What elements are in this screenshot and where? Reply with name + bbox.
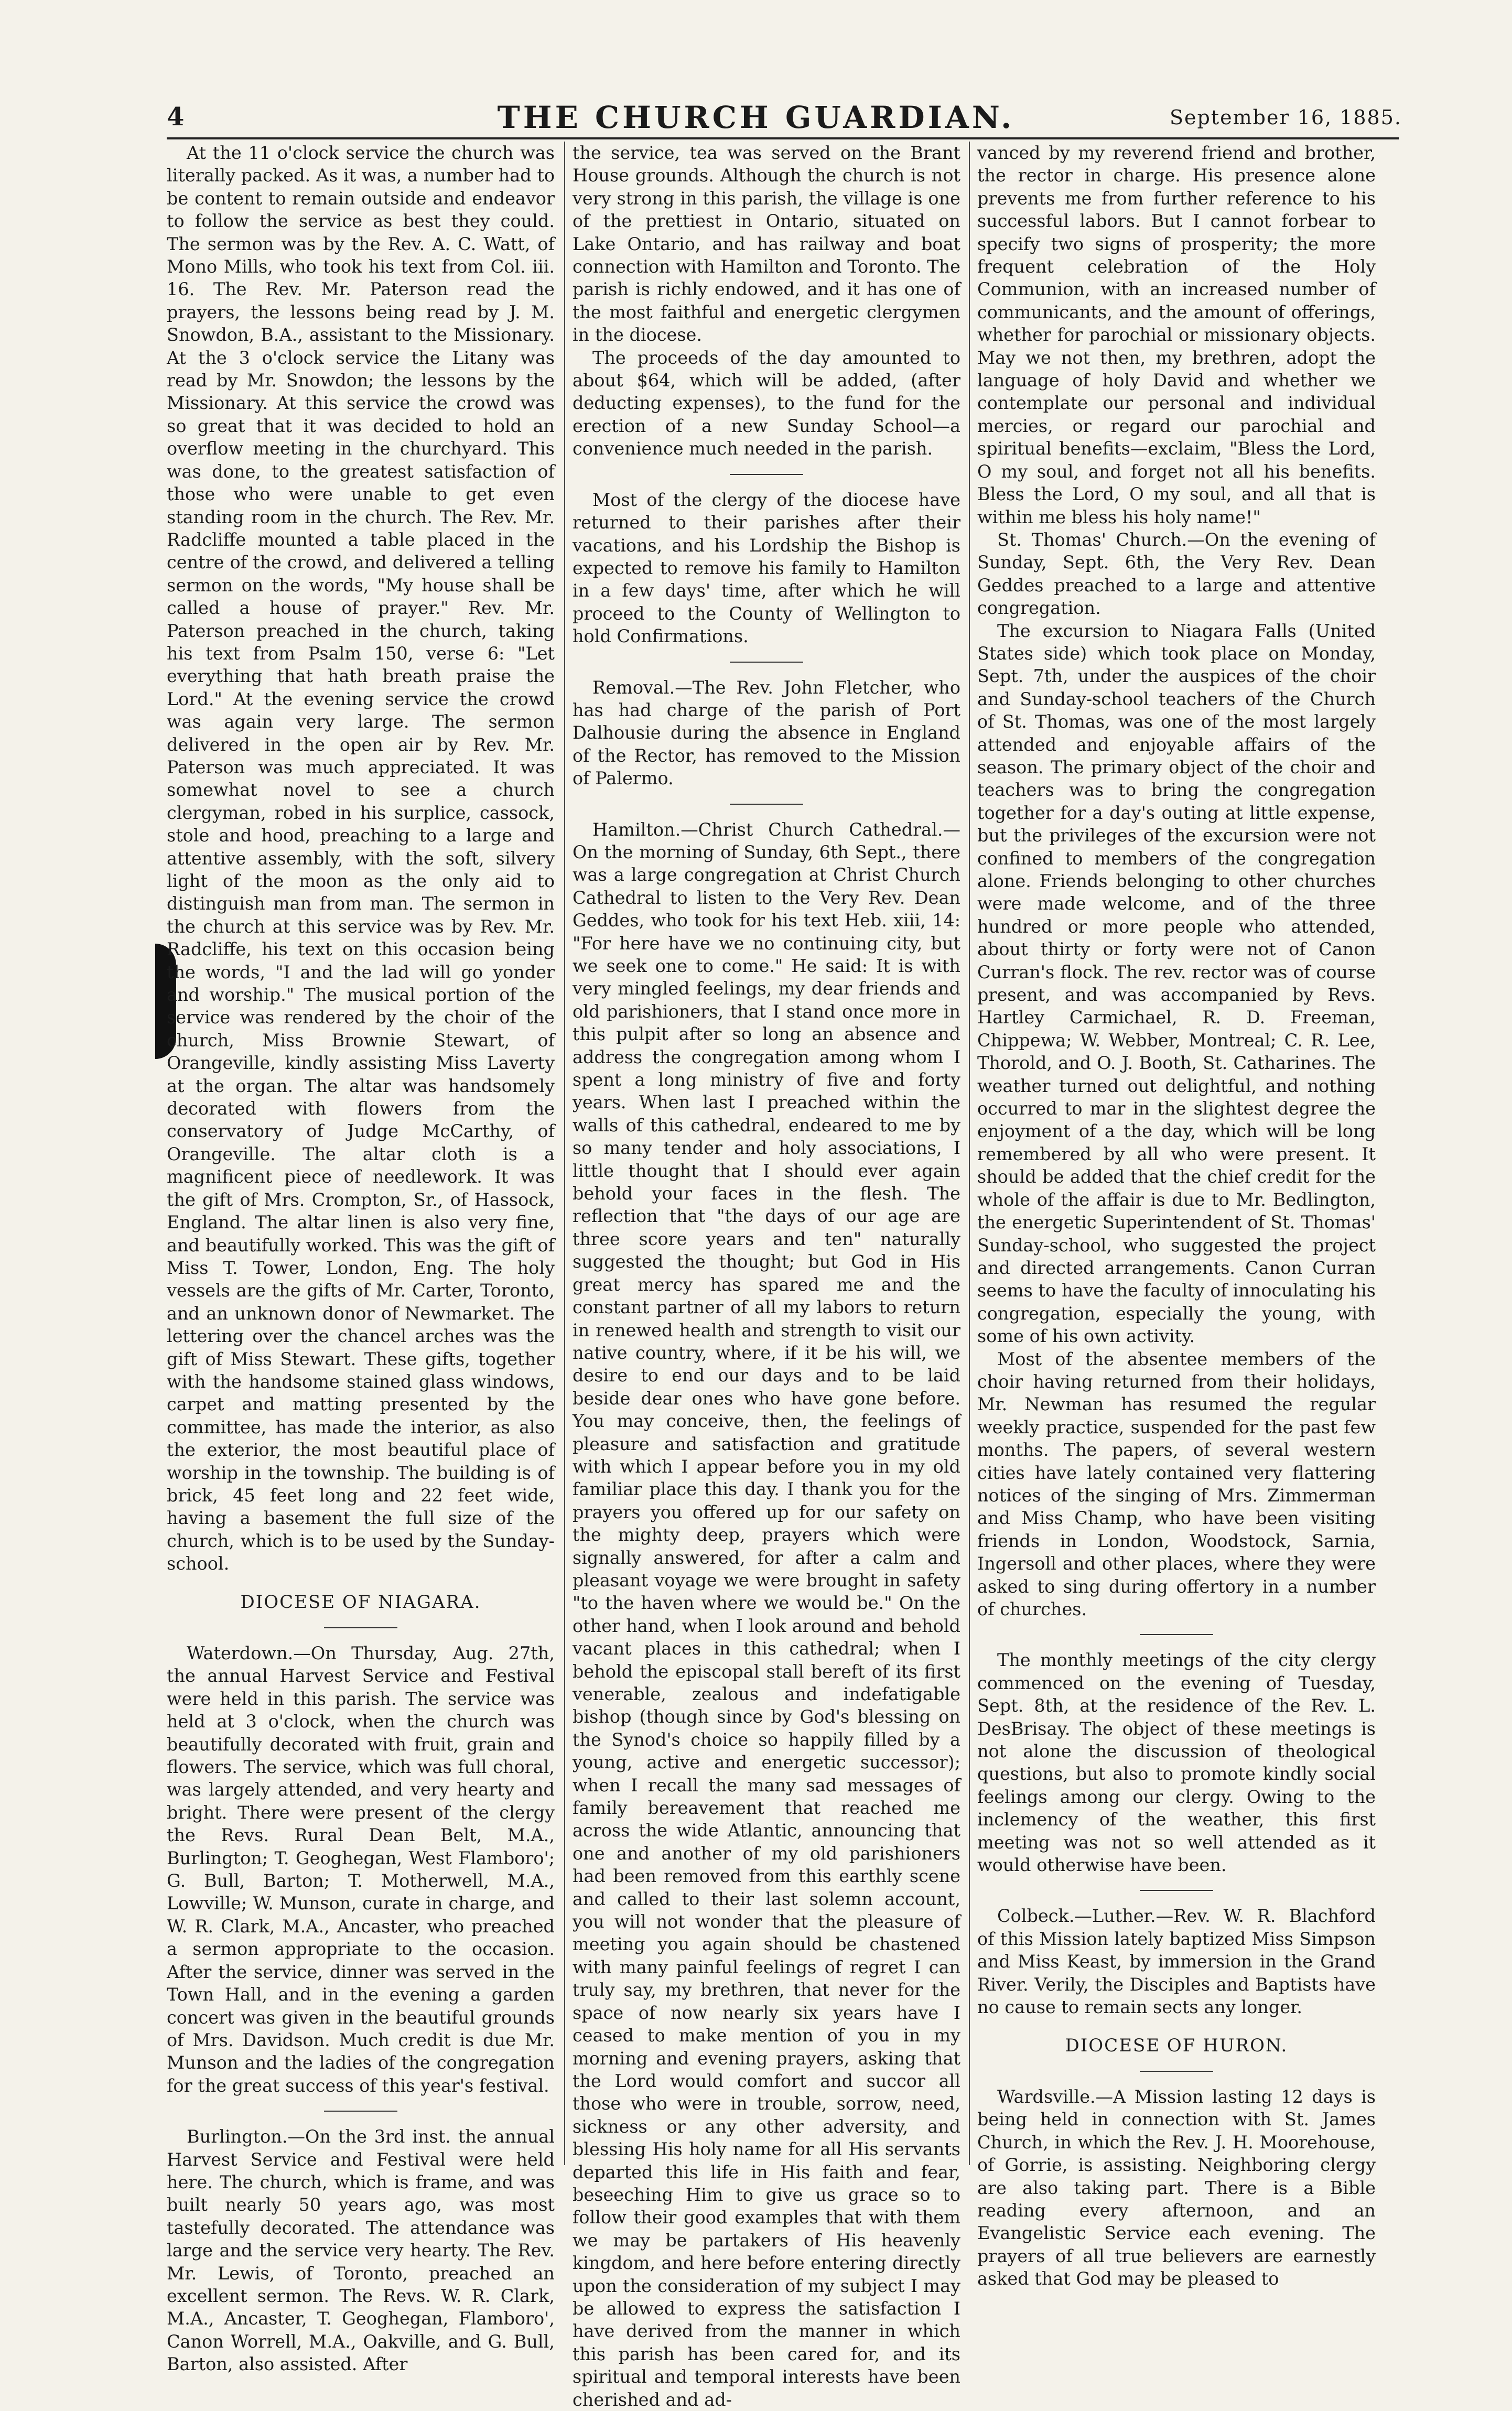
paragraph: At the 11 o'clock service the church was literally packed. As it was, a number had to be content to remain outside and endeavor to follow the service as best they could. The sermon was by the Rev. A. C. Watt, of Mono Mills, who took his text from Col. iii. 16. The Rev. Mr. Paterson read the prayers, the lessons being read by J. M. Snowdon, B.A., assistant to the Missionary. At the 3 o'clock service the Litany was read by Mr. Snowdon; the lessons by the Missionary. At this service the crowd was so great that it was decided to hold an overflow meeting in the churchyard. This was done, to the greatest satisfaction of those who were unable to get even standing room in the church. The Rev. Mr. Radcliffe mounted a table placed in the centre of the crowd, and delivered a telling sermon on the words, "My house shall be called a house of prayer." Rev. Mr. Paterson preached in the church, taking his text from Psalm 150, verse 6: "Let everything that hath breath praise the Lord." At the evening service the crowd was again very large. The sermon delivered in the open air by Rev. Mr. Paterson was much appreciated. It was somewhat novel to see a church clergyman, robed in his surplice, cassock, stole and hood, preaching to a large and attentive assembly, with the soft, silvery light of the moon as the only aid to distinguish man from man. The sermon in the church at this service was by Rev. Mr. Radcliffe, his text on this occasion being the words, "I and the lad will go yonder and worship." The musical portion of the service was rendered by the choir of the church, Miss Brownie Stewart, of Orangeville, kindly assisting Miss Laverty at the organ. The altar was handsomely decorated with flowers from the conservatory of Judge McCarthy, of Orangeville. The altar cloth is a magnificent piece of needlework. It was the gift of Mrs. Crompton, Sr., of Hassock, England. The altar linen is also very fine, and beautifully worked. This was the gift of Miss T. Tower, London, Eng. The holy vessels are the gifts of Mr. Carter, Toronto, and an unknown donor of Newmarket. The lettering over the chancel arches was the gift of Miss Stewart. These gifts, together with the handsome stained glass windows, carpet and matting presented by the committee, has made the interior, as also the exterior, the most beautiful place of worship in the township. The building is of brick, 45 feet long and 22 feet wide, having a basement the full size of the church, which is to be used by the Sunday-school.	[167, 143, 555, 1574]
column-3	[977, 142, 1376, 2289]
column-separator	[969, 142, 970, 2165]
divider	[1140, 2071, 1213, 2072]
paragraph: Wardsville.—A Mission lasting 12 days is being held in connection with St. James Church, in which the Rev. J. H. Moorehouse, of Gorrie, is assisting. Neighboring clergy are also taking part. There is a Bible reading every afternoon, and an Evangelistic Service each evening. The prayers of all true believers are earnestly asked that God may be pleased to	[977, 2086, 1376, 2289]
paragraph: Removal.—The Rev. John Fletcher, who has had charge of the parish of Port Dalhousie during the absence in England of the Rector, has removed to the Mission of Palermo.	[573, 677, 960, 789]
paragraph: Colbeck.—Luther.—Rev. W. R. Blachford of this Mission lately baptized Miss Simpson and Miss Keast, by immersion in the Grand River. Verily, the Disciples and Baptists have no cause to remain sects any longer.	[977, 1906, 1376, 2018]
newspaper-title: THE CHURCH GUARDIAN.	[497, 100, 1015, 135]
divider	[730, 662, 803, 663]
issue-date: September 16, 1885.	[1170, 106, 1402, 129]
divider	[730, 474, 803, 475]
paragraph: The monthly meetings of the city clergy commenced on the evening of Tuesday, Sept. 8th, at the residence of the Rev. L. DesBrisay. The object of these meetings is not alone the discussion of theological questions, but also to promote kindly social feelings among our clergy. Owing to the inclemency of the weather, this first meeting was not so well attended as it would otherwise have been.	[977, 1650, 1376, 1876]
section-heading: DIOCESE OF HURON.	[1065, 2035, 1288, 2056]
column-2	[573, 142, 960, 2410]
paragraph: Waterdown.—On Thursday, Aug. 27th, the annual Harvest Service and Festival were held in this parish. The service was held at 3 o'clock, when the church was beautifully decorated with fruit, grain and flowers. The service, which was full choral, was largely attended, and very hearty and bright. There were present of the clergy the Revs. Rural Dean Belt, M.A., Burlington; T. Geoghegan, West Flamboro'; G. Bull, Barton; T. Motherwell, M.A., Lowville; W. Munson, curate in charge, and W. R. Clark, M.A., Ancaster, who preached a sermon appropriate to the occasion. After the service, dinner was served in the Town Hall, and in the evening a garden concert was given in the beautiful grounds of Mrs. Davidson. Much credit is due Mr. Munson and the ladies of the congregation for the great success of this year's festival.	[167, 1643, 555, 2096]
paragraph: Most of the clergy of the diocese have returned to their parishes after their vacations, and his Lordship the Bishop is expected to remove his family to Hamilton in a few days' time, after which he will proceed to the County of Wellington to hold Confirmations.	[573, 489, 960, 647]
divider	[324, 1627, 397, 1628]
divider	[324, 2111, 397, 2112]
paragraph: the service, tea was served on the Brant House grounds. Although the church is not very strong in this parish, the village is one of the prettiest in Ontario, situated on Lake Ontario, and has railway and boat connection with Hamilton and Toronto. The parish is richly endowed, and it has one of the most faithful and energetic clergymen in the diocese.	[573, 143, 960, 345]
paragraph: Burlington.—On the 3rd inst. the annual Harvest Service and Festival were held here. The church, which is frame, and was built nearly 50 years ago, was most tastefully decorated. The attendance was large and the service very hearty. The Rev. Mr. Lewis, of Toronto, preached an excellent sermon. The Revs. W. R. Clark, M.A., Ancaster, T. Geoghegan, Flamboro', Canon Worrell, M.A., Oakville, and G. Bull, Barton, also assisted. After	[167, 2126, 555, 2375]
divider	[1140, 1634, 1213, 1635]
paragraph: The excursion to Niagara Falls (United States side) which took place on Monday, Sept. 7th, under the auspices of the choir and Sunday-school teachers of the Church of St. Thomas, was one of the most largely attended and enjoyable affairs of the season. The primary object of the choir and teachers was to bring the congregation together for a day's outing at little expense, but the privileges of the excursion were not confined to members of the congregation alone. Friends belonging to other churches were made welcome, and of the three hundred or more people who attended, about thirty or forty were not of Canon Curran's flock. The rev. rector was of course present, and was accompanied by Revs. Hartley Carmichael, R. D. Freeman, Chippewa; W. Webber, Montreal; C. R. Lee, Thorold, and O. J. Booth, St. Catharines. The weather turned out delightful, and nothing occurred to mar in the slightest degree the enjoyment of a the day, which will be long remembered by all who were present. It should be added that the chief credit for the whole of the affair is due to Mr. Bedlington, the energetic Superintendent of St. Thomas' Sunday-school, who suggested the project and directed arrangements. Canon Curran seems to have the faculty of innoculating his congregation, especially the young, with some of his own activity.	[977, 620, 1376, 1347]
divider	[730, 804, 803, 805]
paragraph: vanced by my reverend friend and brother, the rector in charge. His presence alone prevents me from further reference to his successful labors. But I cannot forbear to specify two signs of prosperity; the more frequent celebration of the Holy Communion, with an increased number of communicants, and the amount of offerings, whether for parochial or missionary objects. May we not then, my brethren, adopt the language of holy David and whether we contemplate our personal and individual mercies, or regard our parochial and spiritual benefits—exclaim, "Bless the Lord, O my soul, and forget not all his benefits. Bless the Lord, O my soul, and all that is within me bless his holy name!"	[977, 143, 1376, 527]
paragraph: Hamilton.—Christ Church Cathedral.—On the morning of Sunday, 6th Sept., there was a large congregation at Christ Church Cathedral to listen to the Very Rev. Dean Geddes, who took for his text Heb. xiii, 14: "For here have we no continuing city, but we seek one to come." He said: It is with very mingled feelings, my dear friends and old parishioners, that I stand once more in this pulpit after so long an absence and address the congregation among whom I spent a long ministry of five and forty years. When last I preached within the walls of this cathedral, endeared to me by so many tender and holy associations, I little thought that I should ever again behold your faces in the flesh. The reflection that "the days of our age are three score years and ten" naturally suggested the thought; but God in His great mercy has spared me and the constant partner of all my labors to return in renewed health and strength to visit our native country, where, if it be his will, we desire to end our days and to be laid beside dear ones who have gone before. You may conceive, then, the feelings of pleasure and satisfaction and gratitude with which I appear before you in my old familiar place this day. I thank you for the prayers you offered up for our safety on the mighty deep, prayers which were signally answered, for after a calm and pleasant voyage we were brought in safety "to the haven where we would be." On the other hand, when I look around and behold vacant places in this cathedral; when I behold the episcopal stall bereft of its first venerable, zealous and indefatigable bishop (though since by God's blessing on the Synod's choice so happily filled by a young, active and energetic successor); when I recall the many sad messages of family bereavement that reached me across the wide Atlantic, announcing that one and another of my old parishioners had been removed from this earthly scene and called to their last solemn account, you will not wonder that the pleasure of meeting you again should be chastened with many painful feelings of regret I can truly say, my brethren, that never for the space of now nearly six years have I ceased to make mention of you in my morning and evening prayers, asking that the Lord would comfort and succor all those who were in trouble, sorrow, need, sickness or any other adversity, and blessing His holy name for all His servants departed this life in His faith and fear, beseeching Him to give us grace so to follow their good examples that with them we may be partakers of His heavenly kingdom, and here before entering directly upon the consideration of my subject I may be allowed to express the satisfaction I have derived from the manner in which this parish has been cared for, and its spiritual and temporal interests have been cherished and ad-	[573, 819, 960, 2410]
paragraph: The proceeds of the day amounted to about $64, which will be added, (after deducting expenses), to the fund for the erection of a new Sunday School—a convenience much needed in the parish.	[573, 347, 960, 459]
page-number: 4	[167, 102, 185, 132]
masthead	[0, 100, 1512, 136]
paragraph: St. Thomas' Church.—On the evening of Sunday, Sept. 6th, the Very Rev. Dean Geddes preached to a large and attentive congregation.	[977, 529, 1376, 619]
column-separator	[564, 142, 565, 2165]
header-rule	[167, 137, 1399, 139]
divider	[1140, 1890, 1213, 1891]
paragraph: Most of the absentee members of the choir having returned from their holidays, Mr. Newman has resumed the regular weekly practice, suspended for the past few months. The papers, of several western cities have lately contained very flattering notices of the singing of Mrs. Zimmerman and Miss Champ, who have been visiting friends in London, Woodstock, Sarnia, Ingersoll and other places, where they were asked to sing during offertory in a number of churches.	[977, 1348, 1376, 1619]
column-1	[167, 142, 555, 2375]
section-heading: DIOCESE OF NIAGARA.	[240, 1591, 481, 1613]
